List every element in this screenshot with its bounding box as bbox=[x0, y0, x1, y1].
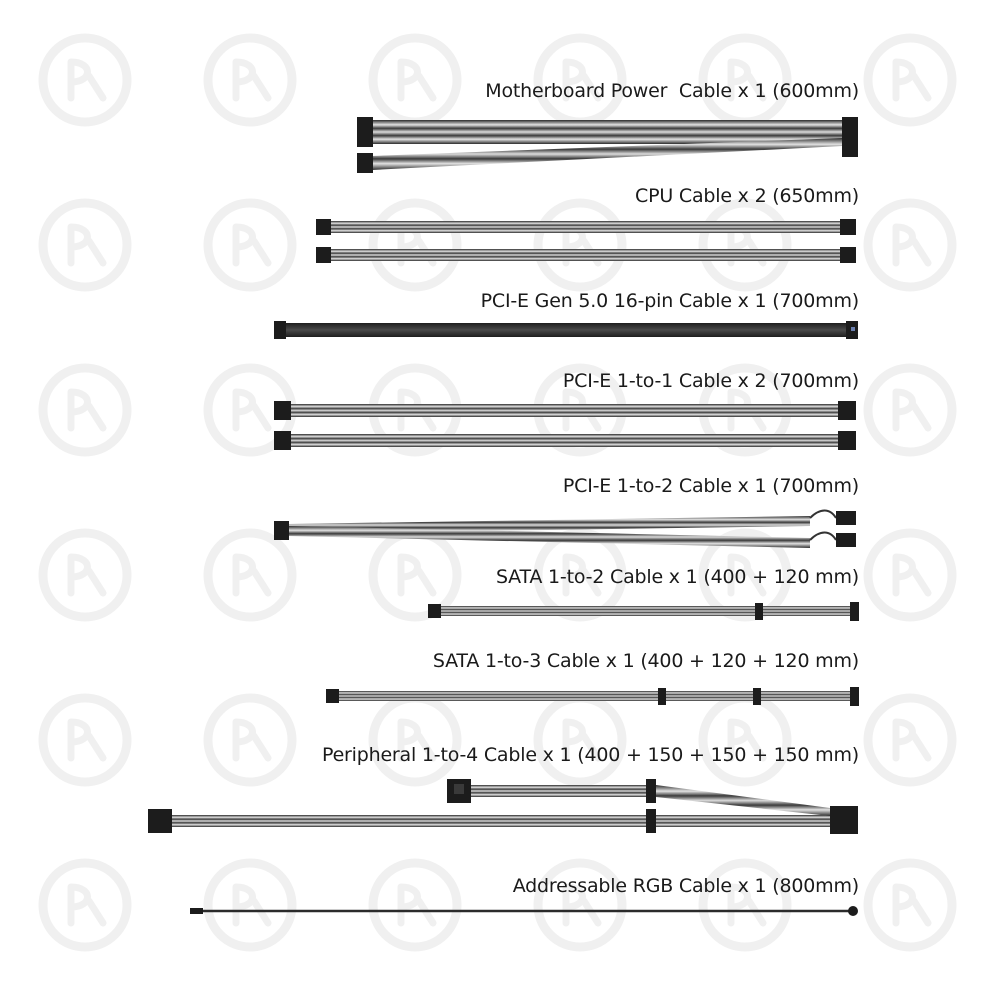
motherboard-connector-left bbox=[357, 117, 373, 147]
motherboard-cable bbox=[357, 117, 858, 173]
motherboard-connector-left-small bbox=[357, 153, 373, 173]
cpu-cable-1 bbox=[316, 219, 856, 235]
cpu-cable-2 bbox=[316, 247, 856, 263]
argb-cable bbox=[190, 906, 858, 916]
motherboard-connector-right bbox=[842, 117, 858, 157]
cable-label-cpu: CPU Cable x 2 (650mm) bbox=[635, 185, 859, 207]
cable-label-sata-1to3: SATA 1-to-3 Cable x 1 (400 + 120 + 120 mm) bbox=[432, 650, 859, 672]
cable-label-motherboard: Motherboard Power Cable x 1 (600mm) bbox=[485, 80, 859, 102]
cable-label-argb: Addressable RGB Cable x 1 (800mm) bbox=[512, 875, 859, 897]
cable-label-pcie-1to1: PCI-E 1-to-1 Cable x 2 (700mm) bbox=[562, 370, 859, 392]
pcie-1to1-cable-1 bbox=[274, 401, 856, 420]
cable-label-pcie-1to2: PCI-E 1-to-2 Cable x 1 (700mm) bbox=[562, 475, 859, 497]
pcie-gen5-cable bbox=[274, 321, 858, 339]
pcie-1to2-cable bbox=[274, 511, 856, 549]
pcie-1to1-cable-2 bbox=[274, 431, 856, 450]
cable-label-sata-1to2: SATA 1-to-2 Cable x 1 (400 + 120 mm) bbox=[495, 566, 859, 588]
sata-1to3-cable bbox=[326, 687, 859, 706]
cable-label-peripheral: Peripheral 1-to-4 Cable x 1 (400 + 150 + 150 + 150 mm) bbox=[321, 744, 859, 766]
peripheral-1to4-cable bbox=[148, 779, 858, 834]
sata-1to2-cable bbox=[428, 602, 859, 621]
cable-label-pcie-gen5: PCI-E Gen 5.0 16-pin Cable x 1 (700mm) bbox=[480, 290, 859, 312]
